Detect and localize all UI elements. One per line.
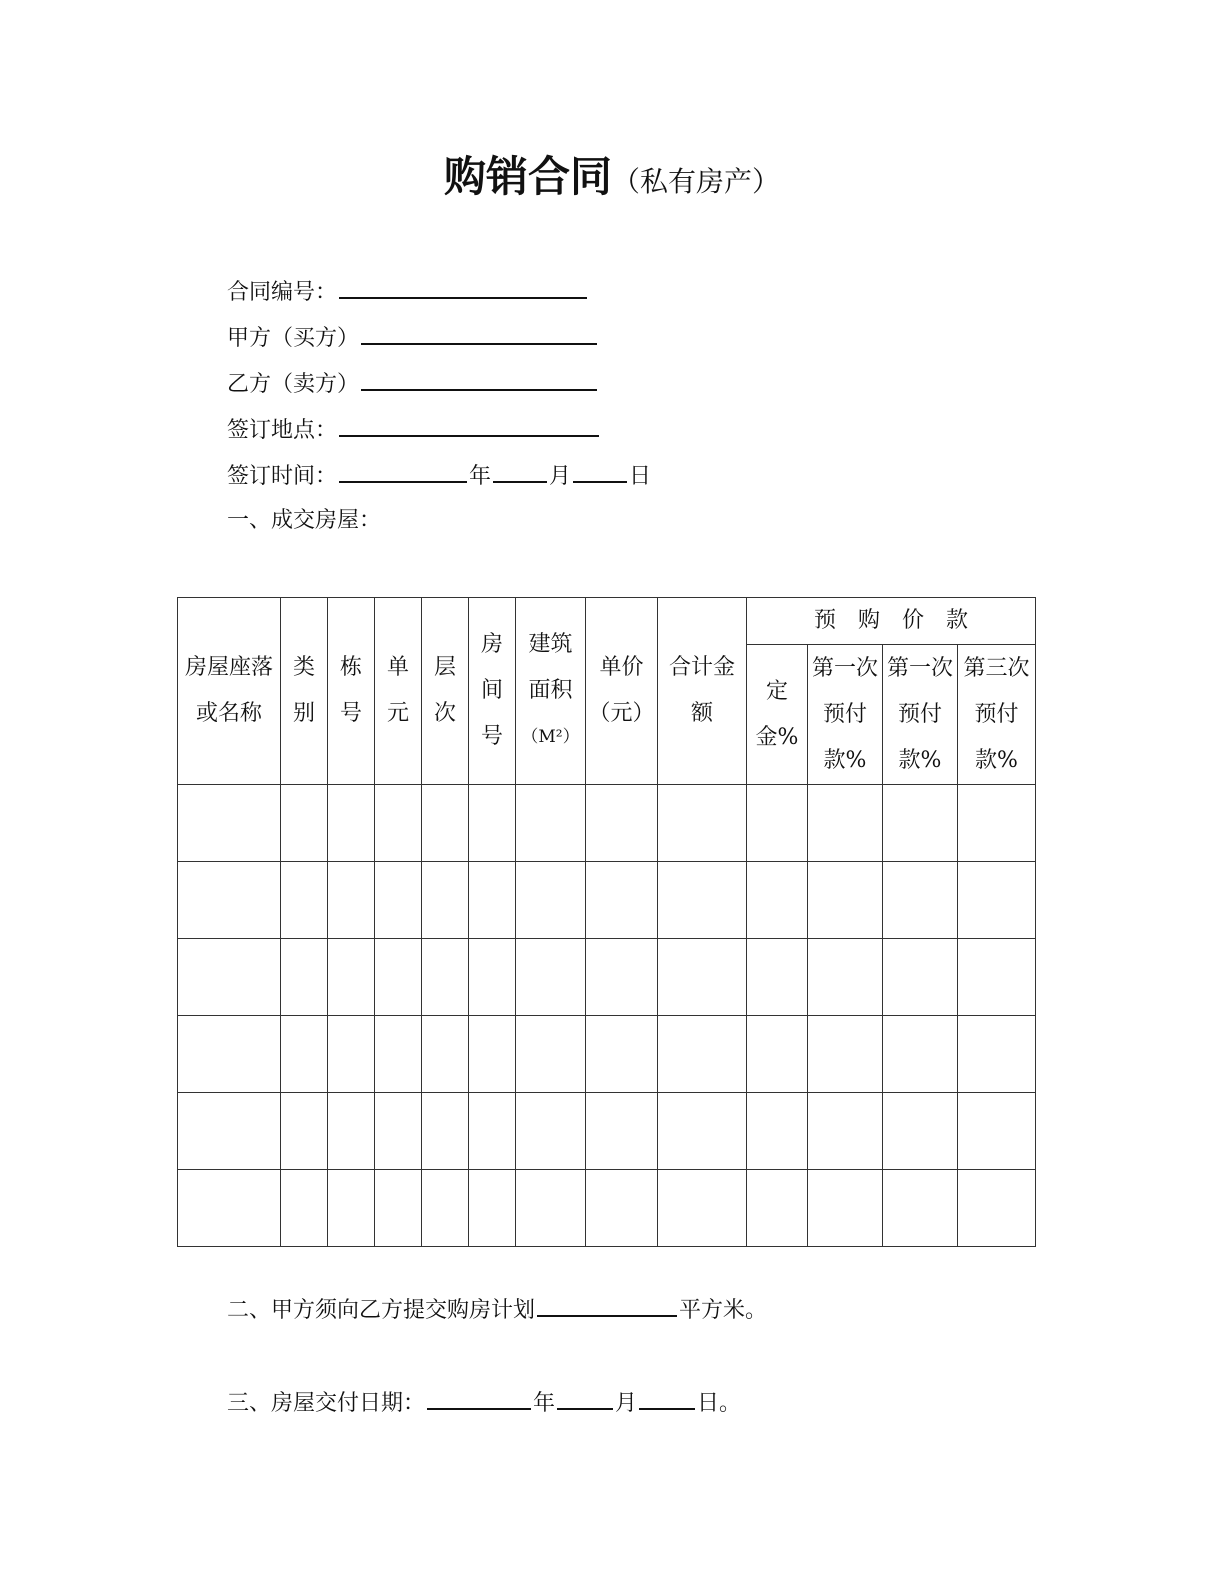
header-first-prepay: 第一次 预付 款% bbox=[808, 645, 883, 785]
title-main: 购销合同 bbox=[443, 152, 612, 201]
sign-place-label: 签订地点： bbox=[227, 418, 338, 443]
table-row bbox=[178, 785, 1036, 862]
sign-year-label: 年 bbox=[469, 464, 492, 489]
party-a-label: 甲方（买方） bbox=[227, 326, 360, 351]
document-title bbox=[0, 144, 1224, 204]
section-3-line bbox=[227, 1386, 741, 1419]
section-3-prefix: 三、房屋交付日期： bbox=[227, 1391, 426, 1416]
header-second-prepay: 第一次 预付 款% bbox=[883, 645, 958, 785]
header-floor: 层 次 bbox=[422, 598, 469, 785]
sign-year-blank[interactable] bbox=[339, 459, 467, 483]
sign-time-label: 签订时间： bbox=[227, 464, 338, 489]
header-area: 建筑 面积 （M²） bbox=[516, 598, 586, 785]
sign-day-blank[interactable] bbox=[573, 459, 627, 483]
sign-day-label: 日 bbox=[629, 464, 652, 489]
header-type: 类 别 bbox=[281, 598, 328, 785]
section-1-heading: 一、成交房屋： bbox=[227, 508, 382, 533]
contract-no-line bbox=[227, 275, 589, 308]
section-2-suffix: 平方米。 bbox=[679, 1298, 768, 1323]
sign-time-line bbox=[227, 459, 651, 492]
header-deposit: 定金% bbox=[747, 645, 808, 785]
table-row bbox=[178, 1093, 1036, 1170]
party-b-blank[interactable] bbox=[361, 367, 597, 391]
sign-month-label: 月 bbox=[549, 464, 572, 489]
sign-place-blank[interactable] bbox=[339, 413, 599, 437]
delivery-month-blank[interactable] bbox=[557, 1386, 613, 1410]
delivery-month-label: 月 bbox=[615, 1391, 638, 1416]
delivery-day-blank[interactable] bbox=[639, 1386, 695, 1410]
house-table bbox=[177, 597, 1036, 1247]
header-price: 单价 （元） bbox=[586, 598, 658, 785]
sign-place-line bbox=[227, 413, 601, 446]
section-2-line bbox=[227, 1293, 767, 1326]
section-2-prefix: 二、甲方须向乙方提交购房计划 bbox=[227, 1298, 536, 1323]
delivery-year-blank[interactable] bbox=[427, 1386, 531, 1410]
party-b-label: 乙方（卖方） bbox=[227, 372, 360, 397]
header-location: 房屋座落 或名称 bbox=[178, 598, 281, 785]
table-row bbox=[178, 862, 1036, 939]
sign-month-blank[interactable] bbox=[493, 459, 547, 483]
party-b-line bbox=[227, 367, 599, 400]
contract-no-blank[interactable] bbox=[339, 275, 587, 299]
header-prepay-group: 预 购 价 款 bbox=[747, 598, 1036, 645]
party-a-line bbox=[227, 321, 599, 354]
delivery-day-label: 日。 bbox=[697, 1391, 742, 1416]
party-a-blank[interactable] bbox=[361, 321, 597, 345]
header-third-prepay: 第三次 预付 款% bbox=[958, 645, 1036, 785]
contract-no-label: 合同编号： bbox=[227, 280, 338, 305]
header-building: 栋 号 bbox=[328, 598, 375, 785]
purchase-area-blank[interactable] bbox=[537, 1293, 677, 1317]
header-total: 合计金 额 bbox=[658, 598, 747, 785]
header-unit: 单 元 bbox=[375, 598, 422, 785]
title-sub: （私有房产） bbox=[612, 165, 781, 198]
table-row bbox=[178, 1170, 1036, 1247]
delivery-year-label: 年 bbox=[533, 1391, 556, 1416]
table-row bbox=[178, 1016, 1036, 1093]
table-row bbox=[178, 939, 1036, 1016]
header-room: 房 间 号 bbox=[469, 598, 516, 785]
